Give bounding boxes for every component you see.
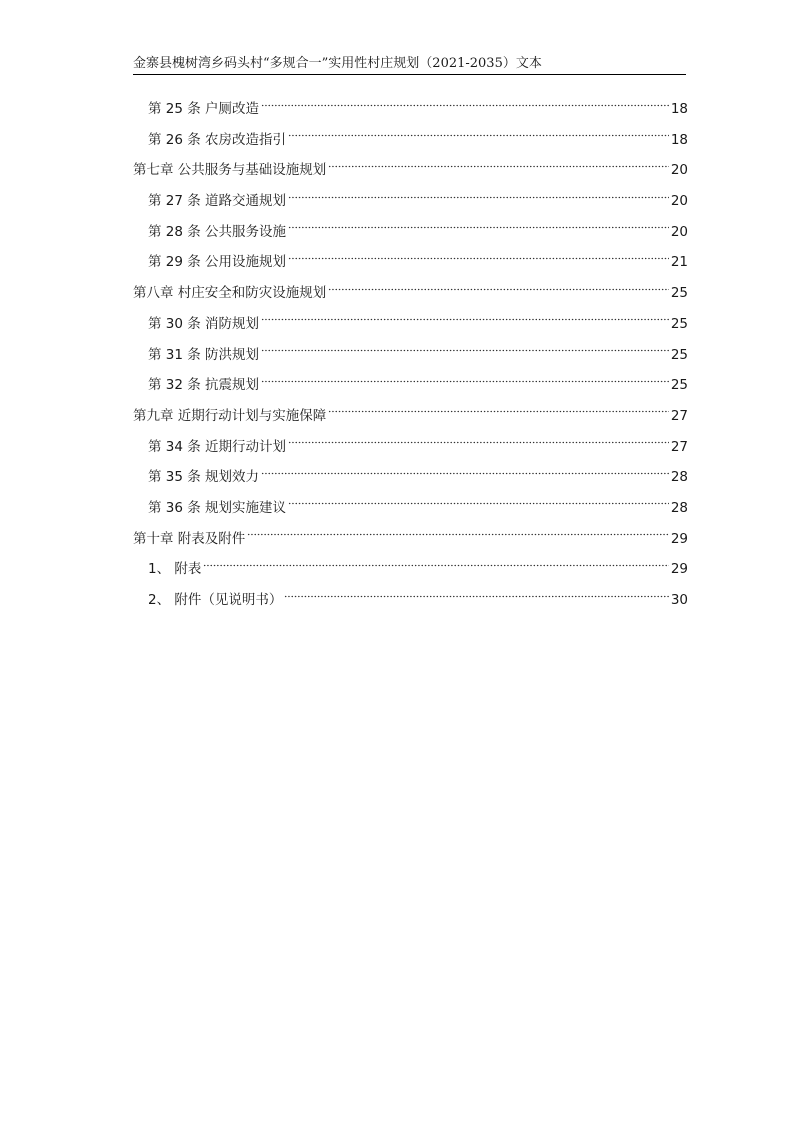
toc-chapter-entry[interactable] bbox=[133, 278, 688, 309]
toc-entry-label: 2、 附件（见说明书） bbox=[148, 592, 283, 608]
toc-entry[interactable] bbox=[133, 493, 688, 524]
toc-dot-leader bbox=[328, 162, 669, 170]
toc-page-number: 28 bbox=[670, 469, 688, 486]
toc-page-number: 29 bbox=[670, 530, 688, 547]
toc-entry[interactable] bbox=[133, 432, 688, 463]
toc-entry[interactable] bbox=[133, 370, 688, 401]
toc-dot-leader bbox=[288, 254, 669, 262]
toc-page-number: 18 bbox=[670, 101, 688, 117]
toc-dot-leader bbox=[261, 347, 669, 355]
toc-dot-leader bbox=[261, 469, 669, 477]
toc-dot-leader bbox=[261, 377, 669, 385]
toc-entry[interactable] bbox=[133, 186, 688, 217]
toc-entry[interactable] bbox=[133, 94, 688, 125]
toc-entry-label: 第 34 条 近期行动计划 bbox=[148, 438, 287, 455]
toc-entry[interactable] bbox=[133, 247, 688, 278]
toc-page-number: 20 bbox=[670, 223, 688, 240]
toc-page-number: 20 bbox=[670, 162, 688, 179]
toc-dot-leader bbox=[284, 592, 668, 600]
toc-dot-leader bbox=[288, 439, 669, 447]
toc-entry-label: 第 27 条 道路交通规划 bbox=[148, 193, 287, 210]
toc-entry[interactable] bbox=[133, 309, 688, 340]
toc-page-number: 27 bbox=[670, 438, 688, 455]
toc-page-number: 27 bbox=[670, 407, 688, 424]
toc-dot-leader bbox=[288, 224, 669, 232]
toc-entry-label: 第十章 附表及附件 bbox=[133, 530, 246, 547]
toc-page-number: 25 bbox=[670, 377, 688, 394]
toc-entry-label: 1、 附表 bbox=[148, 561, 202, 578]
toc-dot-leader bbox=[328, 285, 669, 293]
toc-entry-label: 第七章 公共服务与基础设施规划 bbox=[133, 162, 327, 179]
toc-page-number: 18 bbox=[670, 131, 688, 148]
toc-page-number: 29 bbox=[670, 561, 688, 578]
toc-dot-leader bbox=[288, 132, 669, 140]
toc-entry-label: 第 35 条 规划效力 bbox=[148, 469, 260, 486]
toc-chapter-entry[interactable] bbox=[133, 524, 688, 555]
toc-dot-leader bbox=[288, 500, 669, 508]
toc-page-number: 30 bbox=[670, 592, 688, 608]
toc-page-number: 21 bbox=[670, 254, 688, 271]
toc-entry[interactable] bbox=[133, 125, 688, 156]
toc-dot-leader bbox=[288, 193, 669, 201]
toc-page-number: 25 bbox=[670, 315, 688, 332]
toc-entry-label: 第八章 村庄安全和防灾设施规划 bbox=[133, 285, 327, 302]
toc-dot-leader bbox=[328, 408, 669, 416]
toc-dot-leader bbox=[203, 561, 668, 569]
toc-entry-label: 第 26 条 农房改造指引 bbox=[148, 131, 287, 148]
toc-entry-label: 第 29 条 公用设施规划 bbox=[148, 254, 287, 271]
toc-entry[interactable] bbox=[133, 217, 688, 248]
toc-dot-leader bbox=[247, 531, 669, 539]
header-divider bbox=[133, 74, 686, 75]
toc-entry-label: 第 36 条 规划实施建议 bbox=[148, 499, 287, 516]
toc-entry[interactable] bbox=[133, 585, 688, 616]
toc-entry-label: 第 31 条 防洪规划 bbox=[148, 346, 260, 363]
toc-entry[interactable] bbox=[133, 462, 688, 493]
toc-entry-label: 第 25 条 户厕改造 bbox=[148, 101, 260, 117]
toc-entry[interactable] bbox=[133, 554, 688, 585]
toc-page-number: 25 bbox=[670, 285, 688, 302]
toc-dot-leader bbox=[261, 101, 669, 109]
toc-entry-label: 第 28 条 公共服务设施 bbox=[148, 223, 287, 240]
toc-page-number: 28 bbox=[670, 499, 688, 516]
toc-page-number: 25 bbox=[670, 346, 688, 363]
toc-page-number: 20 bbox=[670, 193, 688, 210]
toc-entry-label: 第 32 条 抗震规划 bbox=[148, 377, 260, 394]
toc-entry[interactable] bbox=[133, 340, 688, 371]
toc-chapter-entry[interactable] bbox=[133, 155, 688, 186]
toc-entry-label: 第 30 条 消防规划 bbox=[148, 315, 260, 332]
table-of-contents bbox=[133, 94, 688, 616]
page-header: 金寨县槐树湾乡码头村“多规合一”实用性村庄规划（2021-2035）文本 bbox=[133, 56, 542, 71]
toc-dot-leader bbox=[261, 316, 669, 324]
toc-chapter-entry[interactable] bbox=[133, 401, 688, 432]
toc-entry-label: 第九章 近期行动计划与实施保障 bbox=[133, 407, 327, 424]
